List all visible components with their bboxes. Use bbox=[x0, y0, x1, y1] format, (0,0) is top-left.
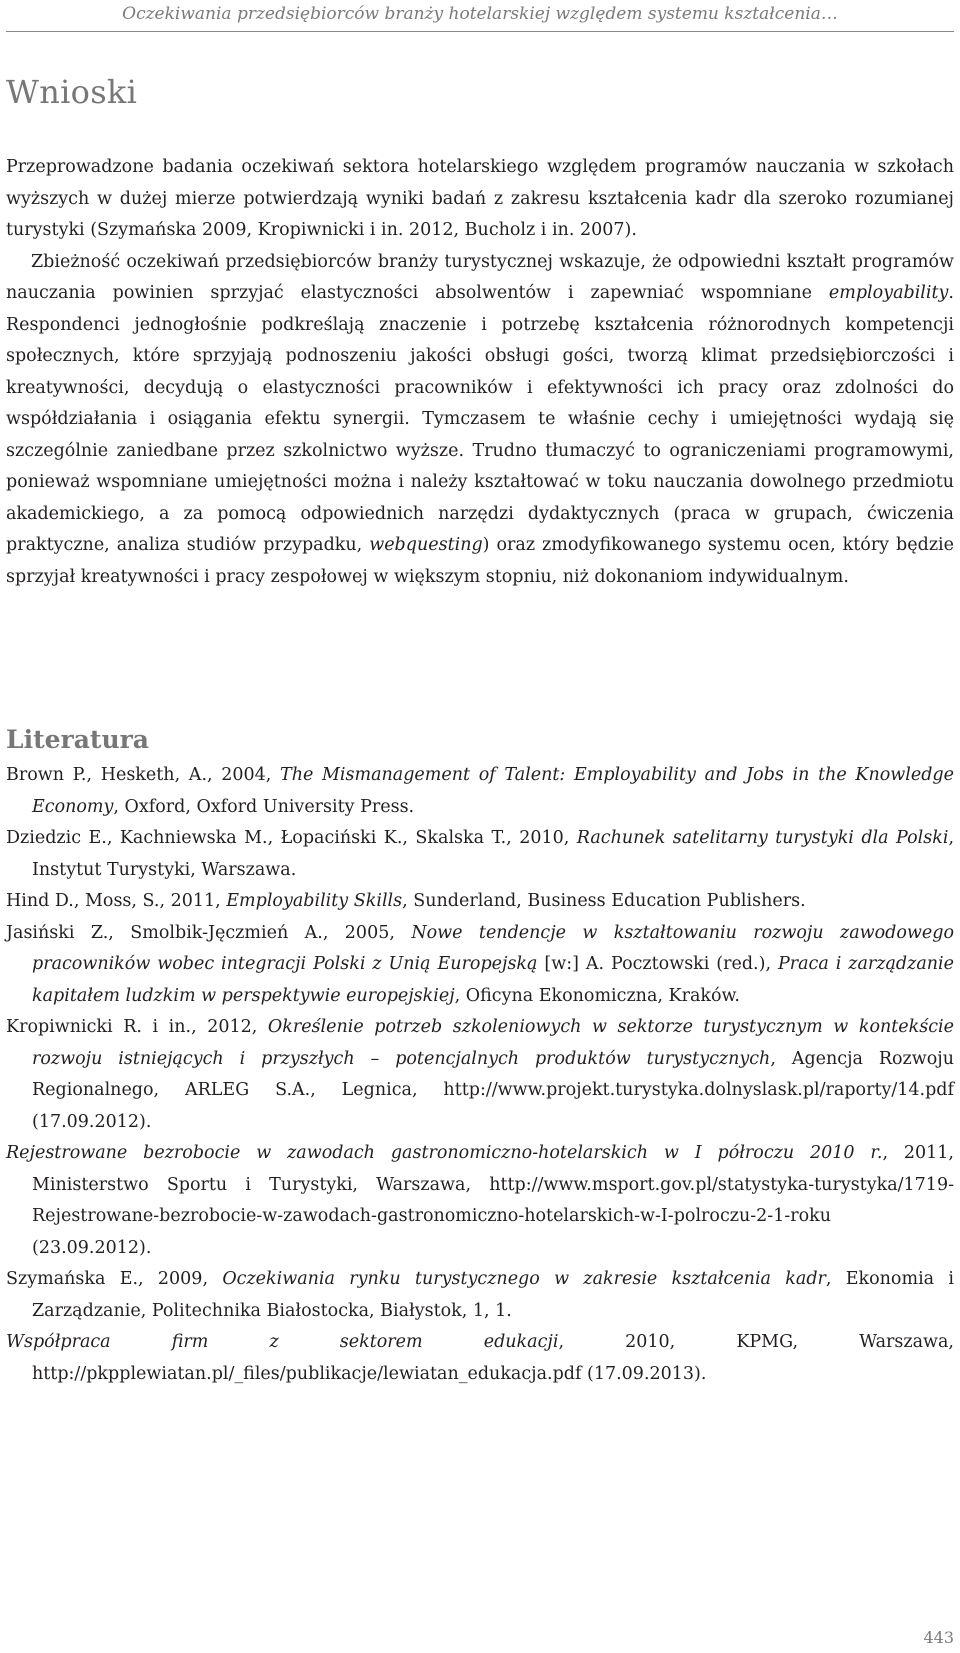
ref-title: Oczekiwania rynku turystycznego w zakresie kształcenia kadr bbox=[222, 1269, 826, 1289]
paragraph-2-part-a: Zbieżność oczekiwań przedsiębiorców branży turystycznej wskazuje, że odpowiedni kształt programów nauczania powinien sprzyjać elastyczności absolwentów i zapewniać wspomniane bbox=[6, 251, 954, 303]
ref-publisher: , 2011, Ministerstwo Sportu i Turystyki, Warszawa, http://www.msport.gov.pl/statystyka-turystyka/1719-Rejestrowane-bezrobocie-w-zawodach-gastronomiczno-hotelarskich-w-I-polroczu-2-1-roku (23.09.2012). bbox=[32, 1143, 954, 1258]
reference-item bbox=[6, 1012, 954, 1138]
reference-item bbox=[6, 823, 954, 886]
ref-publisher: , Instytut Turystyki, Warszawa. bbox=[32, 828, 955, 880]
ref-publisher: , 2010, KPMG, Warszawa, http://pkpplewiatan.pl/_files/publikacje/lewiatan_edukacja.pdf (17.09.2013). bbox=[32, 1332, 954, 1384]
ref-authors: Hind D., Moss, S., 2011, bbox=[6, 891, 227, 911]
ref-publisher: , Sunderland, Business Education Publishers. bbox=[402, 891, 806, 911]
ref-title: Współpraca firm z sektorem edukacji bbox=[6, 1332, 559, 1352]
paragraph-2-part-e: ) oraz zmodyfikowanego systemu ocen, który będzie sprzyjał kreatywności i pracy zespołowej w większym stopniu, niż dokonaniom indywidualnym. bbox=[6, 535, 954, 587]
ref-title: Określenie potrzeb szkoleniowych w sektorze turystycznym w kontekście rozwoju istniejących i przyszłych – potencjalnych produktów turystycznych bbox=[32, 1017, 954, 1069]
reference-item bbox=[6, 1327, 954, 1390]
ref-book-title: Praca i zarządzanie kapitałem ludzkim w perspektywie europejskiej bbox=[32, 954, 954, 1006]
ref-publisher: , Agencja Rozwoju Regionalnego, ARLEG S.A., Legnica, http://www.projekt.turystyka.dolnyslask.pl/raporty/14.pdf (17.09.2012). bbox=[32, 1048, 954, 1132]
paragraph-1: Przeprowadzone badania oczekiwań sektora hotelarskiego względem programów nauczania w szkołach wyższych w dużej mierze potwierdzają wyniki badań z zakresu kształcenia kadr dla szeroko rozumianej turystyki (Szymańska 2009, Kropiwnicki i in. 2012, Bucholz i in. 2007). bbox=[6, 157, 954, 240]
ref-title: Rachunek satelitarny turystyki dla Polski bbox=[576, 828, 949, 848]
reference-item bbox=[6, 760, 954, 823]
ref-title: Employability Skills bbox=[226, 891, 403, 911]
paragraph-2-part-c: . Respondenci jednogłośnie podkreślają znaczenie i potrzebę kształcenia różnorodnych kompetencji społecznych, które sprzyjają podnoszeniu jakości obsługi gości, tworzą klimat przedsiębiorczości i kreatywności, decydują o elastyczności pracowników i efektywności ich pracy oraz zdolności do współdziałania i osiągania efektu synergii. Tymczasem te właśnie cechy i umiejętności wydają się szczególnie zaniedbane przez szkolnictwo wyższe. Trudno tłumaczyć to ograniczeniami programowymi, ponieważ wspomniane umiejętności można i należy kształtować w toku nauczania dowolnego przedmiotu akademickiego, a za pomocą odpowiednich narzędzi dydaktycznych (praca w grupach, ćwiczenia praktyczne, analiza studiów przypadku, bbox=[6, 283, 954, 555]
ref-authors: Brown P., Hesketh, A., 2004, bbox=[6, 765, 281, 785]
paragraph-2-italic-webquesting: webquesting bbox=[369, 535, 483, 555]
reference-item bbox=[6, 1264, 954, 1327]
ref-title: Rejestrowane bezrobocie w zawodach gastronomiczno-hotelarskich w I półroczu 2010 r. bbox=[6, 1143, 883, 1163]
ref-title: The Mismanagement of Talent: Employability and Jobs in the Knowledge Economy bbox=[32, 765, 954, 817]
ref-publisher: , Oficyna Ekonomiczna, Kraków. bbox=[454, 985, 740, 1006]
reference-item bbox=[6, 918, 954, 1013]
ref-authors: Szymańska E., 2009, bbox=[6, 1269, 223, 1289]
ref-publisher: , Ekonomia i Zarządzanie, Politechnika Białostocka, Białystok, 1, 1. bbox=[32, 1269, 954, 1321]
running-head: Oczekiwania przedsiębiorców branży hotelarskiej względem systemu kształcenia… bbox=[122, 4, 838, 24]
section-title-literature: Literatura bbox=[6, 725, 149, 754]
reference-list bbox=[6, 760, 954, 1390]
page-number: 443 bbox=[923, 1628, 954, 1647]
paragraph-2 bbox=[6, 247, 954, 594]
reference-item bbox=[6, 886, 954, 918]
ref-authors: Kropiwnicki R. i in., 2012, bbox=[6, 1017, 268, 1037]
ref-authors: Jasiński Z., Smolbik-Jęczmień A., 2005, bbox=[6, 922, 412, 943]
conclusions-body bbox=[6, 152, 954, 593]
section-title-conclusions: Wnioski bbox=[6, 73, 138, 111]
ref-editor: [w:] A. Pocztowski (red.), bbox=[537, 954, 778, 974]
header-rule bbox=[6, 31, 954, 32]
ref-publisher: , Oxford, Oxford University Press. bbox=[113, 796, 415, 817]
ref-authors: Dziedzic E., Kachniewska M., Łopaciński K., Skalska T., 2010, bbox=[6, 828, 577, 848]
reference-item bbox=[6, 1138, 954, 1264]
paragraph-2-italic-employability: employability bbox=[828, 283, 949, 303]
ref-title: Nowe tendencje w kształtowaniu rozwoju zawodowego pracowników wobec integracji Polski z Unią Europejską bbox=[32, 922, 954, 974]
